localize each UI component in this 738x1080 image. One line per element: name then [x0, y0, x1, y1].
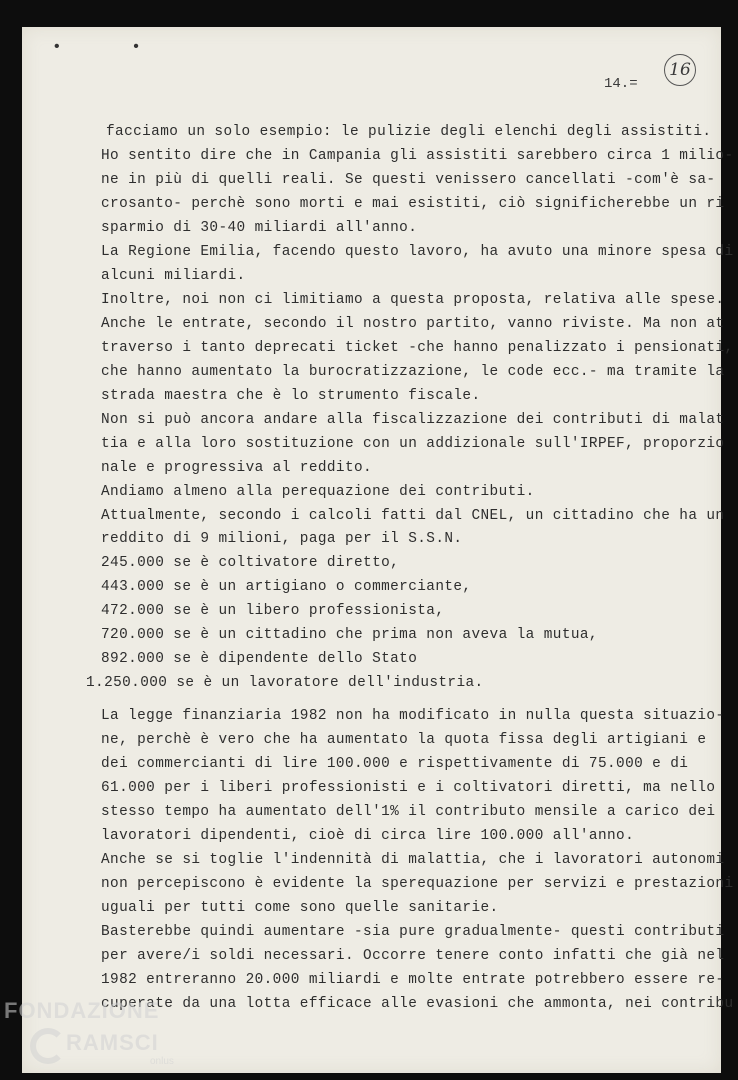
watermark-g-logo-icon: [30, 1028, 66, 1064]
watermark-line2: RAMSCI: [66, 1030, 159, 1055]
text-line: lavoratori dipendenti, cioè di circa lire 100.000 all'anno.: [101, 828, 635, 844]
text-line: sparmio di 30-40 miliardi all'anno.: [101, 220, 418, 236]
list-item: 720.000 se è un cittadino che prima non aveva la mutua,: [101, 627, 598, 643]
text-line: ne in più di quelli reali. Se questi venissero cancellati -com'è sa-: [101, 172, 716, 188]
text-line: uguali per tutti come sono quelle sanitarie.: [101, 900, 499, 916]
text-line: strada maestra che è lo strumento fiscale.: [101, 388, 481, 404]
text-line: che hanno aumentato la burocratizzazione, le code ecc.- ma tramite la: [101, 364, 725, 380]
watermark-suffix: onlus: [150, 1056, 174, 1067]
text-line: alcuni miliardi.: [101, 268, 246, 284]
text-line: cuperate da una lotta efficace alle evasioni che ammonta, nei contribu: [101, 996, 734, 1012]
text-line: stesso tempo ha aumentato dell'1% il contributo mensile a carico dei: [101, 804, 716, 820]
text-line: reddito di 9 milioni, paga per il S.S.N.: [101, 531, 463, 547]
text-line: Ho sentito dire che in Campania gli assistiti sarebbero circa 1 milio-: [101, 148, 734, 164]
text-line: per avere/i soldi necessari. Occorre tenere conto infatti che già nel: [101, 948, 725, 964]
text-line: Non si può ancora andare alla fiscalizzazione dei contributi di malat: [101, 412, 725, 428]
folio-circle-number: 16: [664, 54, 696, 86]
text-line: nale e progressiva al reddito.: [101, 460, 373, 476]
fondazione-gramsci-watermark: [4, 998, 194, 1078]
text-line: facciamo un solo esempio: le pulizie degli elenchi degli assistiti.: [106, 124, 712, 140]
list-item: 892.000 se è dipendente dello Stato: [101, 651, 418, 667]
text-line: Attualmente, secondo i calcoli fatti dal CNEL, un cittadino che ha un: [101, 508, 725, 524]
text-line: traverso i tanto deprecati ticket -che hanno penalizzato i pensionati,: [101, 340, 734, 356]
punch-marks: • •: [52, 38, 171, 56]
text-line: Inoltre, noi non ci limitiamo a questa proposta, relativa alle spese.: [101, 292, 725, 308]
text-line: ne, perchè è vero che ha aumentato la quota fissa degli artigiani e: [101, 732, 707, 748]
list-item: 443.000 se è un artigiano o commerciante,: [101, 579, 472, 595]
text-line: La Regione Emilia, facendo questo lavoro, ha avuto una minore spesa di: [101, 244, 734, 260]
page-number: 14.=: [604, 76, 638, 92]
list-item: 1.250.000 se è un lavoratore dell'industria.: [86, 675, 484, 691]
watermark-line1: FONDAZIONE: [4, 998, 160, 1023]
text-line: Andiamo almeno alla perequazione dei contributi.: [101, 484, 535, 500]
text-line: Anche se si toglie l'indennità di malattia, che i lavoratori autonomi: [101, 852, 725, 868]
text-line: 61.000 per i liberi professionisti e i coltivatori diretti, ma nello: [101, 780, 716, 796]
text-line: 1982 entreranno 20.000 miliardi e molte entrate potrebbero essere re-: [101, 972, 725, 988]
text-line: tia e alla loro sostituzione con un addizionale sull'IRPEF, proporzio: [101, 436, 725, 452]
list-item: 472.000 se è un libero professionista,: [101, 603, 445, 619]
list-item: 245.000 se è coltivatore diretto,: [101, 555, 400, 571]
text-line: Anche le entrate, secondo il nostro partito, vanno riviste. Ma non at: [101, 316, 725, 332]
text-line: crosanto- perchè sono morti e mai esistiti, ciò significherebbe un ri: [101, 196, 725, 212]
text-line: dei commercianti di lire 100.000 e rispettivamente di 75.000 e di: [101, 756, 689, 772]
text-line: Basterebbe quindi aumentare -sia pure gradualmente- questi contributi: [101, 924, 725, 940]
text-line: La legge finanziaria 1982 non ha modificato in nulla questa situazio-: [101, 708, 725, 724]
text-line: non percepiscono è evidente la sperequazione per servizi e prestazioni: [101, 876, 734, 892]
